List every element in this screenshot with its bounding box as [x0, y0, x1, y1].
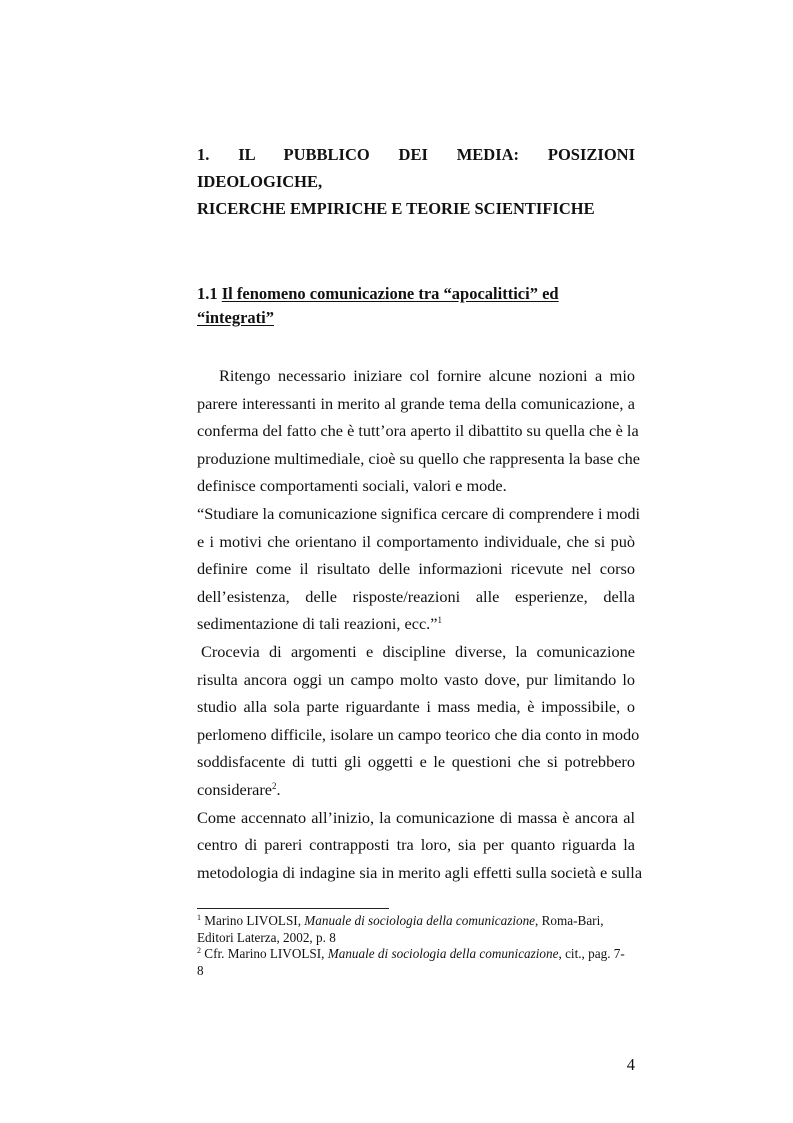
chapter-title [197, 141, 635, 222]
text-line: definisce comportamenti sociali, valori e mode. [197, 476, 507, 496]
text-line: e i motivi che orientano il comportamento individuale, che si può [197, 531, 635, 551]
section-number: 1.1 [197, 284, 218, 303]
text-line: produzione multimediale, cioè su quello che rappresenta la base che [197, 448, 641, 468]
page-number: 4 [626, 1055, 635, 1074]
text-line: parere interessanti in merito al grande tema della comunicazione, a [197, 393, 635, 413]
text-line: considerare$^2$. [197, 779, 281, 799]
text-line: studio alla sola parte riguardante i mass media, è impossibile, o [197, 697, 635, 717]
text-line: “Studiare la comunicazione significa cercare di comprendere i modi [197, 503, 641, 523]
footnote-divider [197, 908, 389, 909]
body-text [197, 362, 643, 886]
paragraph-2-quote [197, 500, 641, 638]
paragraph-3 [197, 638, 640, 804]
paragraph-4 [197, 804, 643, 887]
section-heading [197, 282, 635, 330]
text-line: definire come il risultato delle informazioni ricevute nel corso [197, 559, 635, 579]
text-line: perlomeno difficile, isolare un campo teorico che dia conto in modo [197, 724, 640, 744]
chapter-title-line-1: 1. IL PUBBLICO DEI MEDIA: POSIZIONI IDEOLOGICHE, [197, 145, 635, 191]
footnote-2: $^2$ Cfr. Marino LIVOLSI, Manuale di sociologia della comunicazione, cit., pag. 7- 8 [197, 946, 625, 978]
text-line: sedimentazione di tali reazioni, ecc.”$^1$ [197, 614, 442, 634]
text-line: metodologia di indagine sia in merito agli effetti sulla società e sulla [197, 862, 643, 882]
text-line: soddisfacente di tutti gli oggetti e le questioni che si potrebbero [197, 752, 635, 772]
text-line: risulta ancora oggi un campo molto vasto dove, pur limitando lo [197, 669, 635, 689]
section-title: Il fenomeno comunicazione tra “apocalittici” ed “integrati” [197, 284, 559, 327]
footnote-ref-2[interactable]: 2 [272, 780, 277, 791]
footnote-ref-1[interactable]: 1 [437, 615, 442, 626]
text-line: Come accennato all’inizio, la comunicazione di massa è ancora al [197, 807, 635, 827]
text-line: Ritengo necessario iniziare col fornire alcune nozioni a mio [219, 366, 635, 385]
chapter-title-line-2: RICERCHE EMPIRICHE E TEORIE SCIENTIFICHE [197, 199, 595, 218]
text-line: dell’esistenza, delle risposte/reazioni alle esperienze, della [197, 586, 635, 606]
paragraph-1 [197, 362, 641, 500]
text-line: Crocevia di argomenti e discipline diverse, la comunicazione [201, 641, 635, 661]
footnote-1: $^1$ Marino LIVOLSI, Manuale di sociologia della comunicazione, Roma-Bari, Editori Laterza, 2002, p. 8 [197, 913, 604, 945]
footnotes [197, 913, 635, 979]
text-line: centro di pareri contrapposti tra loro, sia per quanto riguarda la [197, 835, 635, 855]
text-line: conferma del fatto che è tutt’ora aperto il dibattito su quella che è la [197, 421, 639, 441]
